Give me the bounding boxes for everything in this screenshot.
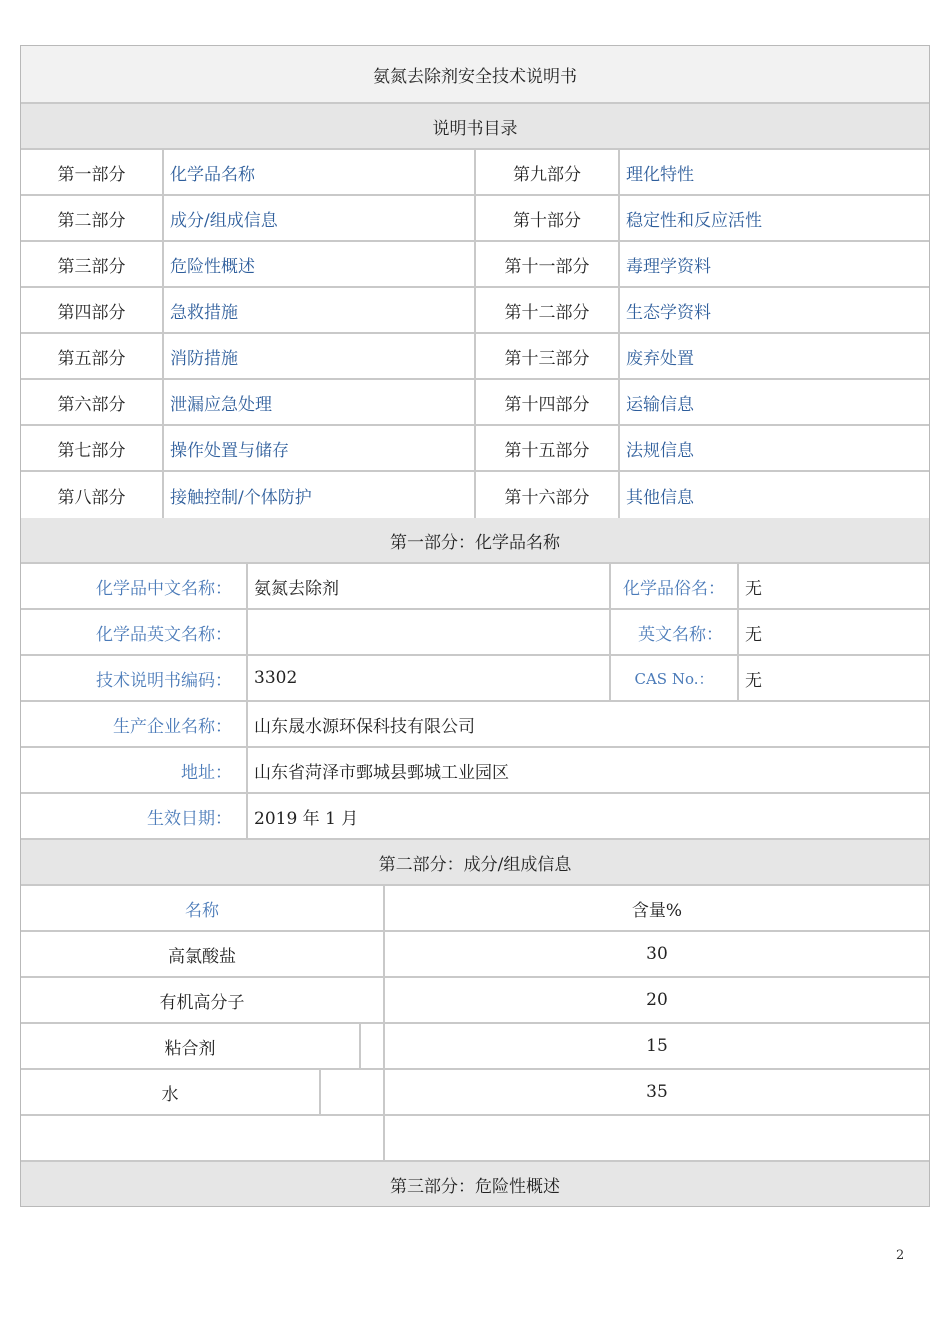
toc-link[interactable]: 其他信息 bbox=[626, 487, 694, 508]
table-row bbox=[21, 932, 929, 978]
part1-row bbox=[21, 702, 929, 748]
part3-heading-row bbox=[21, 1162, 929, 1206]
toc-row bbox=[21, 334, 929, 380]
toc-heading: 说明书目录 bbox=[21, 104, 929, 148]
part1-heading-row bbox=[21, 518, 929, 564]
cn-name-label: 化学品中文名称： bbox=[21, 564, 248, 608]
toc-part-number: 第十一部分 bbox=[476, 242, 620, 286]
toc-link[interactable]: 废弃处置 bbox=[626, 348, 694, 369]
part1-row bbox=[21, 564, 929, 610]
toc-part-number: 第六部分 bbox=[21, 380, 164, 424]
title-row bbox=[21, 46, 929, 104]
toc-part-number: 第二部分 bbox=[21, 196, 164, 240]
col-content-header: 含量% bbox=[631, 900, 683, 921]
maker-label: 生产企业名称： bbox=[21, 702, 248, 746]
component-content: 20 bbox=[646, 990, 668, 1010]
part1-row bbox=[21, 794, 929, 840]
toc-link[interactable]: 成分/组成信息 bbox=[164, 196, 476, 240]
toc-part-number: 第九部分 bbox=[476, 150, 620, 194]
composition-header-row bbox=[21, 886, 929, 932]
toc-link[interactable]: 运输信息 bbox=[626, 394, 694, 415]
en-name-label: 化学品英文名称： bbox=[21, 610, 248, 654]
component-name: 水 bbox=[21, 1070, 321, 1114]
address-value: 山东省菏泽市鄄城县鄄城工业园区 bbox=[254, 762, 509, 783]
component-content: 30 bbox=[646, 944, 668, 964]
toc-link[interactable]: 泄漏应急处理 bbox=[164, 380, 476, 424]
toc-part-number: 第四部分 bbox=[21, 288, 164, 332]
cas-value: 无 bbox=[745, 670, 762, 691]
toc-link[interactable]: 稳定性和反应活性 bbox=[626, 210, 762, 231]
part2-heading: 第二部分：成分/组成信息 bbox=[21, 840, 929, 884]
date-value: 2019 年 1 月 bbox=[254, 808, 359, 829]
cas-label: CAS No.： bbox=[611, 656, 739, 700]
toc-heading-row bbox=[21, 104, 929, 150]
toc-part-number: 第五部分 bbox=[21, 334, 164, 378]
common-name-label: 化学品俗名： bbox=[611, 564, 739, 608]
component-content: 15 bbox=[646, 1036, 668, 1056]
toc-part-number: 第十部分 bbox=[476, 196, 620, 240]
document-title: 氨氮去除剂安全技术说明书 bbox=[21, 46, 929, 102]
toc-row bbox=[21, 150, 929, 196]
toc-row bbox=[21, 288, 929, 334]
toc-link[interactable]: 化学品名称 bbox=[164, 150, 476, 194]
part1-row bbox=[21, 656, 929, 702]
toc-link[interactable]: 消防措施 bbox=[164, 334, 476, 378]
toc-part-number: 第三部分 bbox=[21, 242, 164, 286]
table-row bbox=[21, 1070, 929, 1116]
part3-heading: 第三部分：危险性概述 bbox=[21, 1162, 929, 1206]
toc-part-number: 第七部分 bbox=[21, 426, 164, 470]
toc-part-number: 第八部分 bbox=[21, 472, 164, 518]
msds-sheet bbox=[20, 45, 930, 1207]
toc-link[interactable]: 接触控制/个体防护 bbox=[164, 472, 476, 518]
toc-link[interactable]: 生态学资料 bbox=[626, 302, 711, 323]
toc-table bbox=[21, 150, 929, 518]
code-label: 技术说明书编码： bbox=[21, 656, 248, 700]
spacer bbox=[321, 1070, 385, 1114]
toc-link[interactable]: 危险性概述 bbox=[164, 242, 476, 286]
part1-row bbox=[21, 610, 929, 656]
part1-row bbox=[21, 748, 929, 794]
en-name-value-2: 无 bbox=[745, 624, 762, 645]
page-number: 2 bbox=[896, 1248, 905, 1263]
toc-part-number: 第十三部分 bbox=[476, 334, 620, 378]
toc-row bbox=[21, 242, 929, 288]
toc-link[interactable]: 法规信息 bbox=[626, 440, 694, 461]
toc-link[interactable]: 理化特性 bbox=[626, 164, 694, 185]
table-row bbox=[21, 1116, 929, 1162]
component-content: 35 bbox=[646, 1082, 668, 1102]
cn-name-value: 氨氮去除剂 bbox=[248, 564, 611, 608]
component-name: 高氯酸盐 bbox=[21, 932, 385, 976]
toc-link[interactable]: 操作处置与储存 bbox=[164, 426, 476, 470]
toc-row bbox=[21, 196, 929, 242]
part2-heading-row bbox=[21, 840, 929, 886]
date-label: 生效日期： bbox=[21, 794, 248, 838]
col-name-header: 名称 bbox=[21, 886, 385, 930]
toc-part-number: 第十二部分 bbox=[476, 288, 620, 332]
toc-row bbox=[21, 472, 929, 518]
component-name: 粘合剂 bbox=[21, 1024, 361, 1068]
code-value: 3302 bbox=[248, 656, 611, 700]
toc-part-number: 第十六部分 bbox=[476, 472, 620, 518]
toc-row bbox=[21, 380, 929, 426]
component-name bbox=[21, 1116, 385, 1160]
table-row bbox=[21, 978, 929, 1024]
component-name: 有机高分子 bbox=[21, 978, 385, 1022]
toc-part-number: 第十四部分 bbox=[476, 380, 620, 424]
part1-heading: 第一部分：化学品名称 bbox=[21, 518, 929, 562]
toc-part-number: 第十五部分 bbox=[476, 426, 620, 470]
address-label: 地址： bbox=[21, 748, 248, 792]
toc-link[interactable]: 急救措施 bbox=[164, 288, 476, 332]
en-name-label-2: 英文名称： bbox=[611, 610, 739, 654]
toc-link[interactable]: 毒理学资料 bbox=[626, 256, 711, 277]
toc-part-number: 第一部分 bbox=[21, 150, 164, 194]
spacer bbox=[361, 1024, 385, 1068]
toc-row bbox=[21, 426, 929, 472]
common-name-value: 无 bbox=[745, 578, 762, 599]
en-name-value bbox=[248, 610, 611, 654]
maker-value: 山东晟水源环保科技有限公司 bbox=[254, 716, 475, 737]
table-row bbox=[21, 1024, 929, 1070]
component-content bbox=[385, 1116, 929, 1160]
